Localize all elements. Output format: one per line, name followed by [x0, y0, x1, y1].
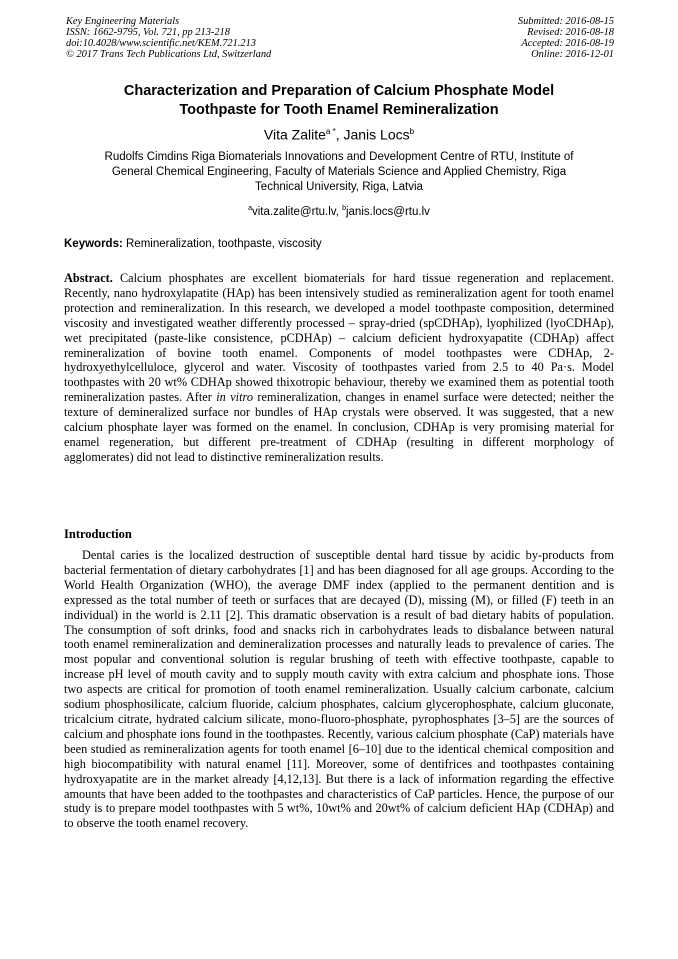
paper-title-line: Toothpaste for Tooth Enamel Remineralization [179, 102, 499, 118]
date-revised: Revised: 2016-08-18 [527, 27, 614, 38]
section-heading-introduction: Introduction [64, 527, 132, 541]
email-link[interactable]: janis.locs@rtu.lv [345, 205, 430, 218]
journal-copyright: © 2017 Trans Tech Publications Ltd, Switzerland [66, 49, 272, 60]
author-name: Vita Zalite [263, 126, 326, 143]
journal-doi: doi:10.4028/www.scientific.net/KEM.721.213 [66, 38, 256, 49]
date-online: Online: 2016-12-01 [531, 49, 614, 60]
affiliation-line: Technical University, Riga, Latvia [255, 181, 423, 193]
email-superscript: b [342, 205, 346, 212]
email-link[interactable]: vita.zalite@rtu.lv [252, 205, 336, 218]
keywords-label: Keywords: [64, 238, 123, 250]
abstract-text: Calcium phosphates are excellent biomaterials for hard tissue regeneration and replacement. Recently, nano hydroxylapatite (HAp) has been intensively studied as remineralization agent for tooth enamel protection and remineralization. In this research, we developed a model toothpaste composition, determined viscosity and investigated weather differently processed – spray-dried (spCDHAp), lyophilized (lyoCDHAp), wet precipitated (paste-like consistence, pCDHAp) – calcium deficient hydroxyapatite (CDHAp) affect remineralization of bovine tooth enamel. Components of model toothpastes were CDHAp, 2-hydroxyethylcelluloce, glycerol and water. Viscosity of toothpastes varied from 2.5 to 40 Pa·s. Model toothpastes with 20 wt% CDHAp showed thixotropic behaviour, thereby we examined them as potential tooth remineralization pastes. After [64, 271, 614, 405]
date-accepted: Accepted: 2016-08-19 [521, 38, 614, 49]
email-superscript: a [248, 205, 252, 212]
abstract-label: Abstract. [64, 271, 113, 285]
abstract-text: remineralization, changes in enamel surface were detected; neither the texture of demineralized surface nor bundles of HAp crystals were observed. It was suggested, that a new calcium phosphate layer was formed on the enamel. In conclusion, CDHAp is very promising material for enamel regeneration, but different pre-treatment of CDHAp (resulting in different morphology of agglomerates) did not lead to distinctive remineralization results. [64, 390, 614, 464]
journal-issn: ISSN: 1662-9795, Vol. 721, pp 213-218 [66, 27, 230, 38]
journal-name: Key Engineering Materials [66, 16, 180, 27]
author-name: Janis Locs [343, 126, 410, 143]
journal-info [66, 16, 271, 60]
author-superscript: a * [325, 127, 336, 136]
author-emails [64, 201, 614, 220]
introduction-paragraph: Dental caries is the localized destruction of susceptible dental hard tissue by acidic by-products from bacterial fermentation of dietary carbohydrates [1] and has been diagnosed for all age groups. According to the World Health Organization (WHO), the average DMF index (applied to the permanent dentition and is expressed as the total number of teeth or surfaces that are decayed (D), missing (M), or filled (F) teeth in an individual) in the world is 2.11 [2]. This dramatic observation is a result of bad dietary habits of population. The consumption of soft drinks, food and snacks rich in carbohydrates leads to disbalance between natural tooth enamel remineralization and demineralization processes and naturally leads to prevalence of caries. The most popular and conventional solution is regular brushing of teeth with effective toothpaste, capable to increase pH level of mouth cavity and to supply mouth cavity with extra calcium and phosphate ions. Those two aspects are critical for promotion of tooth enamel remineralization. Usually calcium carbonate, calcium sodium phosphosilicate, calcium fluoride, calcium phosphates, calcium glycerophosphate, calcium gluconate, tricalcium citrate, hydrated calcium silicate, mono-fluoro-phosphate, pyrophosphates [3–5] are the sources of calcium and phosphate ions found in the toothpastes. Recently, various calcium phosphate (CaP) materials have been studied as remineralization agents for tooth enamel [6–10] due to the identical chemical composition and high biocompatibility with natural enamel [11]. Moreover, some of dentifrices and toothpastes containing hydroxyapatite are in the market already [4,12,13]. But there is a lack of information regarding the effective amounts that have been added to the toothpastes and characteristics of CaP particles. Hence, the purpose of our study is to prepare model toothpastes with 5 wt%, 10wt% and 20wt% of calcium deficient HAp (CDHAp) and to observe the tooth enamel recovery. [64, 548, 614, 831]
date-submitted: Submitted: 2016-08-15 [517, 16, 614, 27]
affiliation-line: Rudolfs Cimdins Riga Biomaterials Innovations and Development Centre of RTU, Institute of [104, 151, 574, 163]
author-list [64, 123, 614, 144]
affiliation [64, 150, 614, 195]
abstract-italic: in vitro [216, 390, 253, 405]
affiliation-line: General Chemical Engineering, Faculty of Materials Science and Applied Chemistry, Riga [111, 166, 567, 178]
author-separator: , [335, 126, 344, 143]
abstract [64, 271, 614, 465]
keywords-text: Remineralization, toothpaste, viscosity [122, 238, 322, 250]
submission-dates [518, 16, 614, 60]
keywords [64, 237, 614, 251]
paper-title [64, 82, 614, 120]
paper-title-line: Characterization and Preparation of Calcium Phosphate Model [123, 83, 555, 99]
email-separator: , [335, 205, 343, 218]
author-superscript: b [409, 127, 415, 136]
